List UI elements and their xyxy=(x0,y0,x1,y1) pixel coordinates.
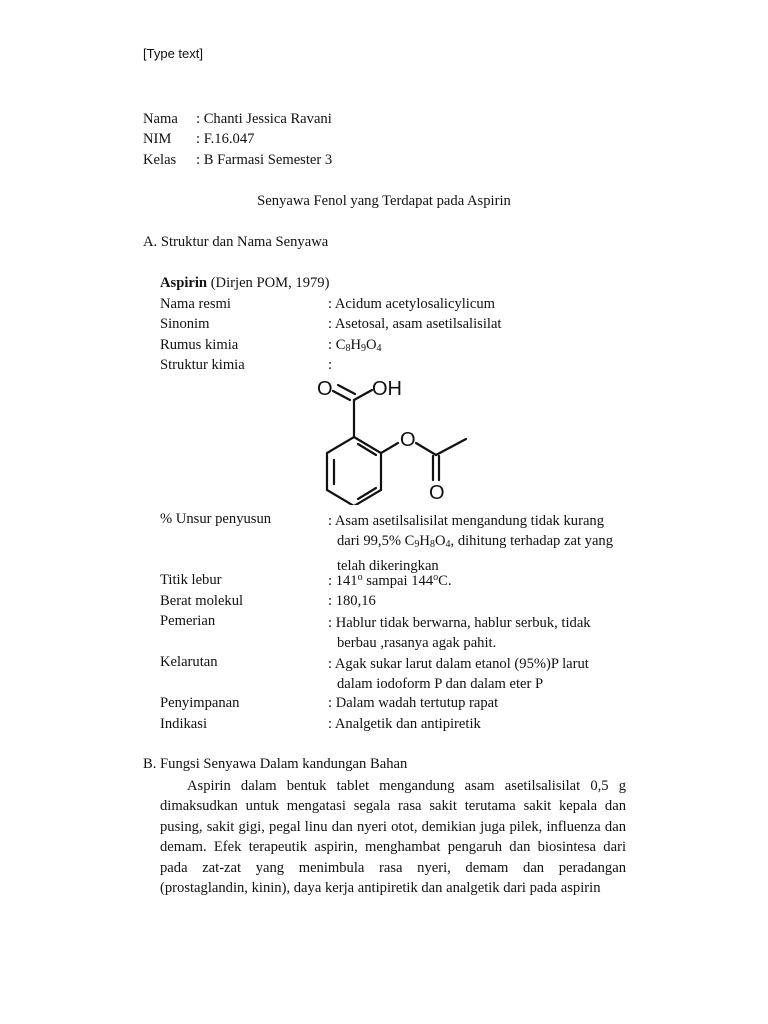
kelarutan-line-1: : Agak sukar larut dalam etanol (95%)P larut xyxy=(328,656,589,672)
kelarutan-value xyxy=(328,654,626,695)
unsur-penyusun-label: % Unsur penyusun xyxy=(160,511,272,527)
penyimpanan-value: : Dalam wadah tertutup rapat xyxy=(328,695,499,711)
atom-hydroxyl: OH xyxy=(372,378,402,400)
bond-carbonyl-1 xyxy=(333,391,350,400)
unsur-line-3: telah dikeringkan xyxy=(337,557,439,574)
rumus-kimia-label: Rumus kimia xyxy=(160,337,239,353)
bond-acetyl-methyl xyxy=(436,439,466,455)
pemerian-line-1: : Hablur tidak berwarna, hablur serbuk, tidak xyxy=(328,615,591,631)
sinonim-value: : Asetosal, asam asetilsalisilat xyxy=(328,316,502,332)
section-a-heading: A. Struktur dan Nama Senyawa xyxy=(143,234,329,250)
identity-value-nama: : Chanti Jessica Ravani xyxy=(196,111,332,127)
identity-value-kelas: : B Farmasi Semester 3 xyxy=(196,152,333,168)
section-b-paragraph: Aspirin dalam bentuk tablet mengandung asam asetilsalisilat 0,5 g dimaksudkan untuk mengatasi segala rasa sakit terutama sakit kepala dan pusing, sakit gigi, pegal linu dan nyeri otot, demikian juga pilek, influenza dan demam. Efek terapeutik aspirin, menghambat pengaruh dan biosintesa dari pada zat-zat yang menimbula rasa nyeri, demam dan peradangan (prostaglandin, kinin), daya kerja antipiretik dan analgetik dari pada aspirin xyxy=(160,778,626,897)
indikasi-label: Indikasi xyxy=(160,716,208,732)
rumus-sub-c: 8 xyxy=(345,343,351,354)
compound-name: Aspirin xyxy=(160,275,208,291)
struktur-kimia-label: Struktur kimia xyxy=(160,357,245,373)
titik-lebur-label: Titik lebur xyxy=(160,572,222,588)
kelarutan-label: Kelarutan xyxy=(160,654,218,670)
nama-resmi-label: Nama resmi xyxy=(160,296,231,312)
bond-c-oh xyxy=(354,390,372,400)
berat-molekul-label: Berat molekul xyxy=(160,593,244,609)
identity-value-nim: : F.16.047 xyxy=(196,131,255,147)
section-b-heading: B. Fungsi Senyawa Dalam kandungan Bahan xyxy=(143,756,408,772)
nama-resmi-value: : Acidum acetylosalicylicum xyxy=(328,296,495,312)
unsur-line-2: dari 99,5% $C_9H_8O_4$, dihitung terhadap zat yang xyxy=(337,533,614,551)
pemerian-value xyxy=(328,613,626,654)
rumus-prefix: : C xyxy=(328,337,346,353)
rumus-sub-h: 9 xyxy=(360,343,366,354)
unsur-line-1: : Asam asetilsalisilat mengandung tidak kurang xyxy=(328,513,605,529)
titik-lebur-value: : 141$^o$ sampai 144$^o$C. xyxy=(328,572,452,589)
identity-label-nama: Nama xyxy=(143,111,178,127)
pemerian-line-2: berbau ,rasanya agak pahit. xyxy=(337,635,497,652)
identity-label-nim: NIM xyxy=(143,131,172,147)
bond-ester-o-c xyxy=(416,443,436,455)
unsur-penyusun-value xyxy=(328,511,626,576)
page-header: [Type text] xyxy=(143,46,203,61)
kelarutan-line-2: dalam iodoform P dan dalam eter P xyxy=(337,676,544,693)
rumus-sub-o: 4 xyxy=(376,343,382,354)
sinonim-label: Sinonim xyxy=(160,316,210,332)
identity-label-kelas: Kelas xyxy=(143,152,177,168)
rumus-kimia-value xyxy=(328,337,382,354)
bond-carbonyl-2 xyxy=(338,385,355,394)
indikasi-value: : Analgetik dan antipiretik xyxy=(328,716,481,732)
berat-molekul-value: : 180,16 xyxy=(328,593,376,609)
atom-carbonyl-o: O xyxy=(317,378,333,400)
atom-acetyl-o: O xyxy=(429,482,445,504)
compound-heading xyxy=(160,275,329,292)
aspirin-structure-diagram xyxy=(300,370,490,505)
rumus-o: O xyxy=(365,337,377,353)
document-title: Senyawa Fenol yang Terdapat pada Aspirin xyxy=(257,193,511,209)
bond-ring-ester-o xyxy=(381,443,398,453)
rumus-h: H xyxy=(350,337,361,353)
penyimpanan-label: Penyimpanan xyxy=(160,695,240,711)
pemerian-label: Pemerian xyxy=(160,613,216,629)
struktur-kimia-colon: : xyxy=(328,357,333,373)
atom-ester-o: O xyxy=(400,429,416,451)
compound-reference: (Dirjen POM, 1979) xyxy=(207,275,330,291)
